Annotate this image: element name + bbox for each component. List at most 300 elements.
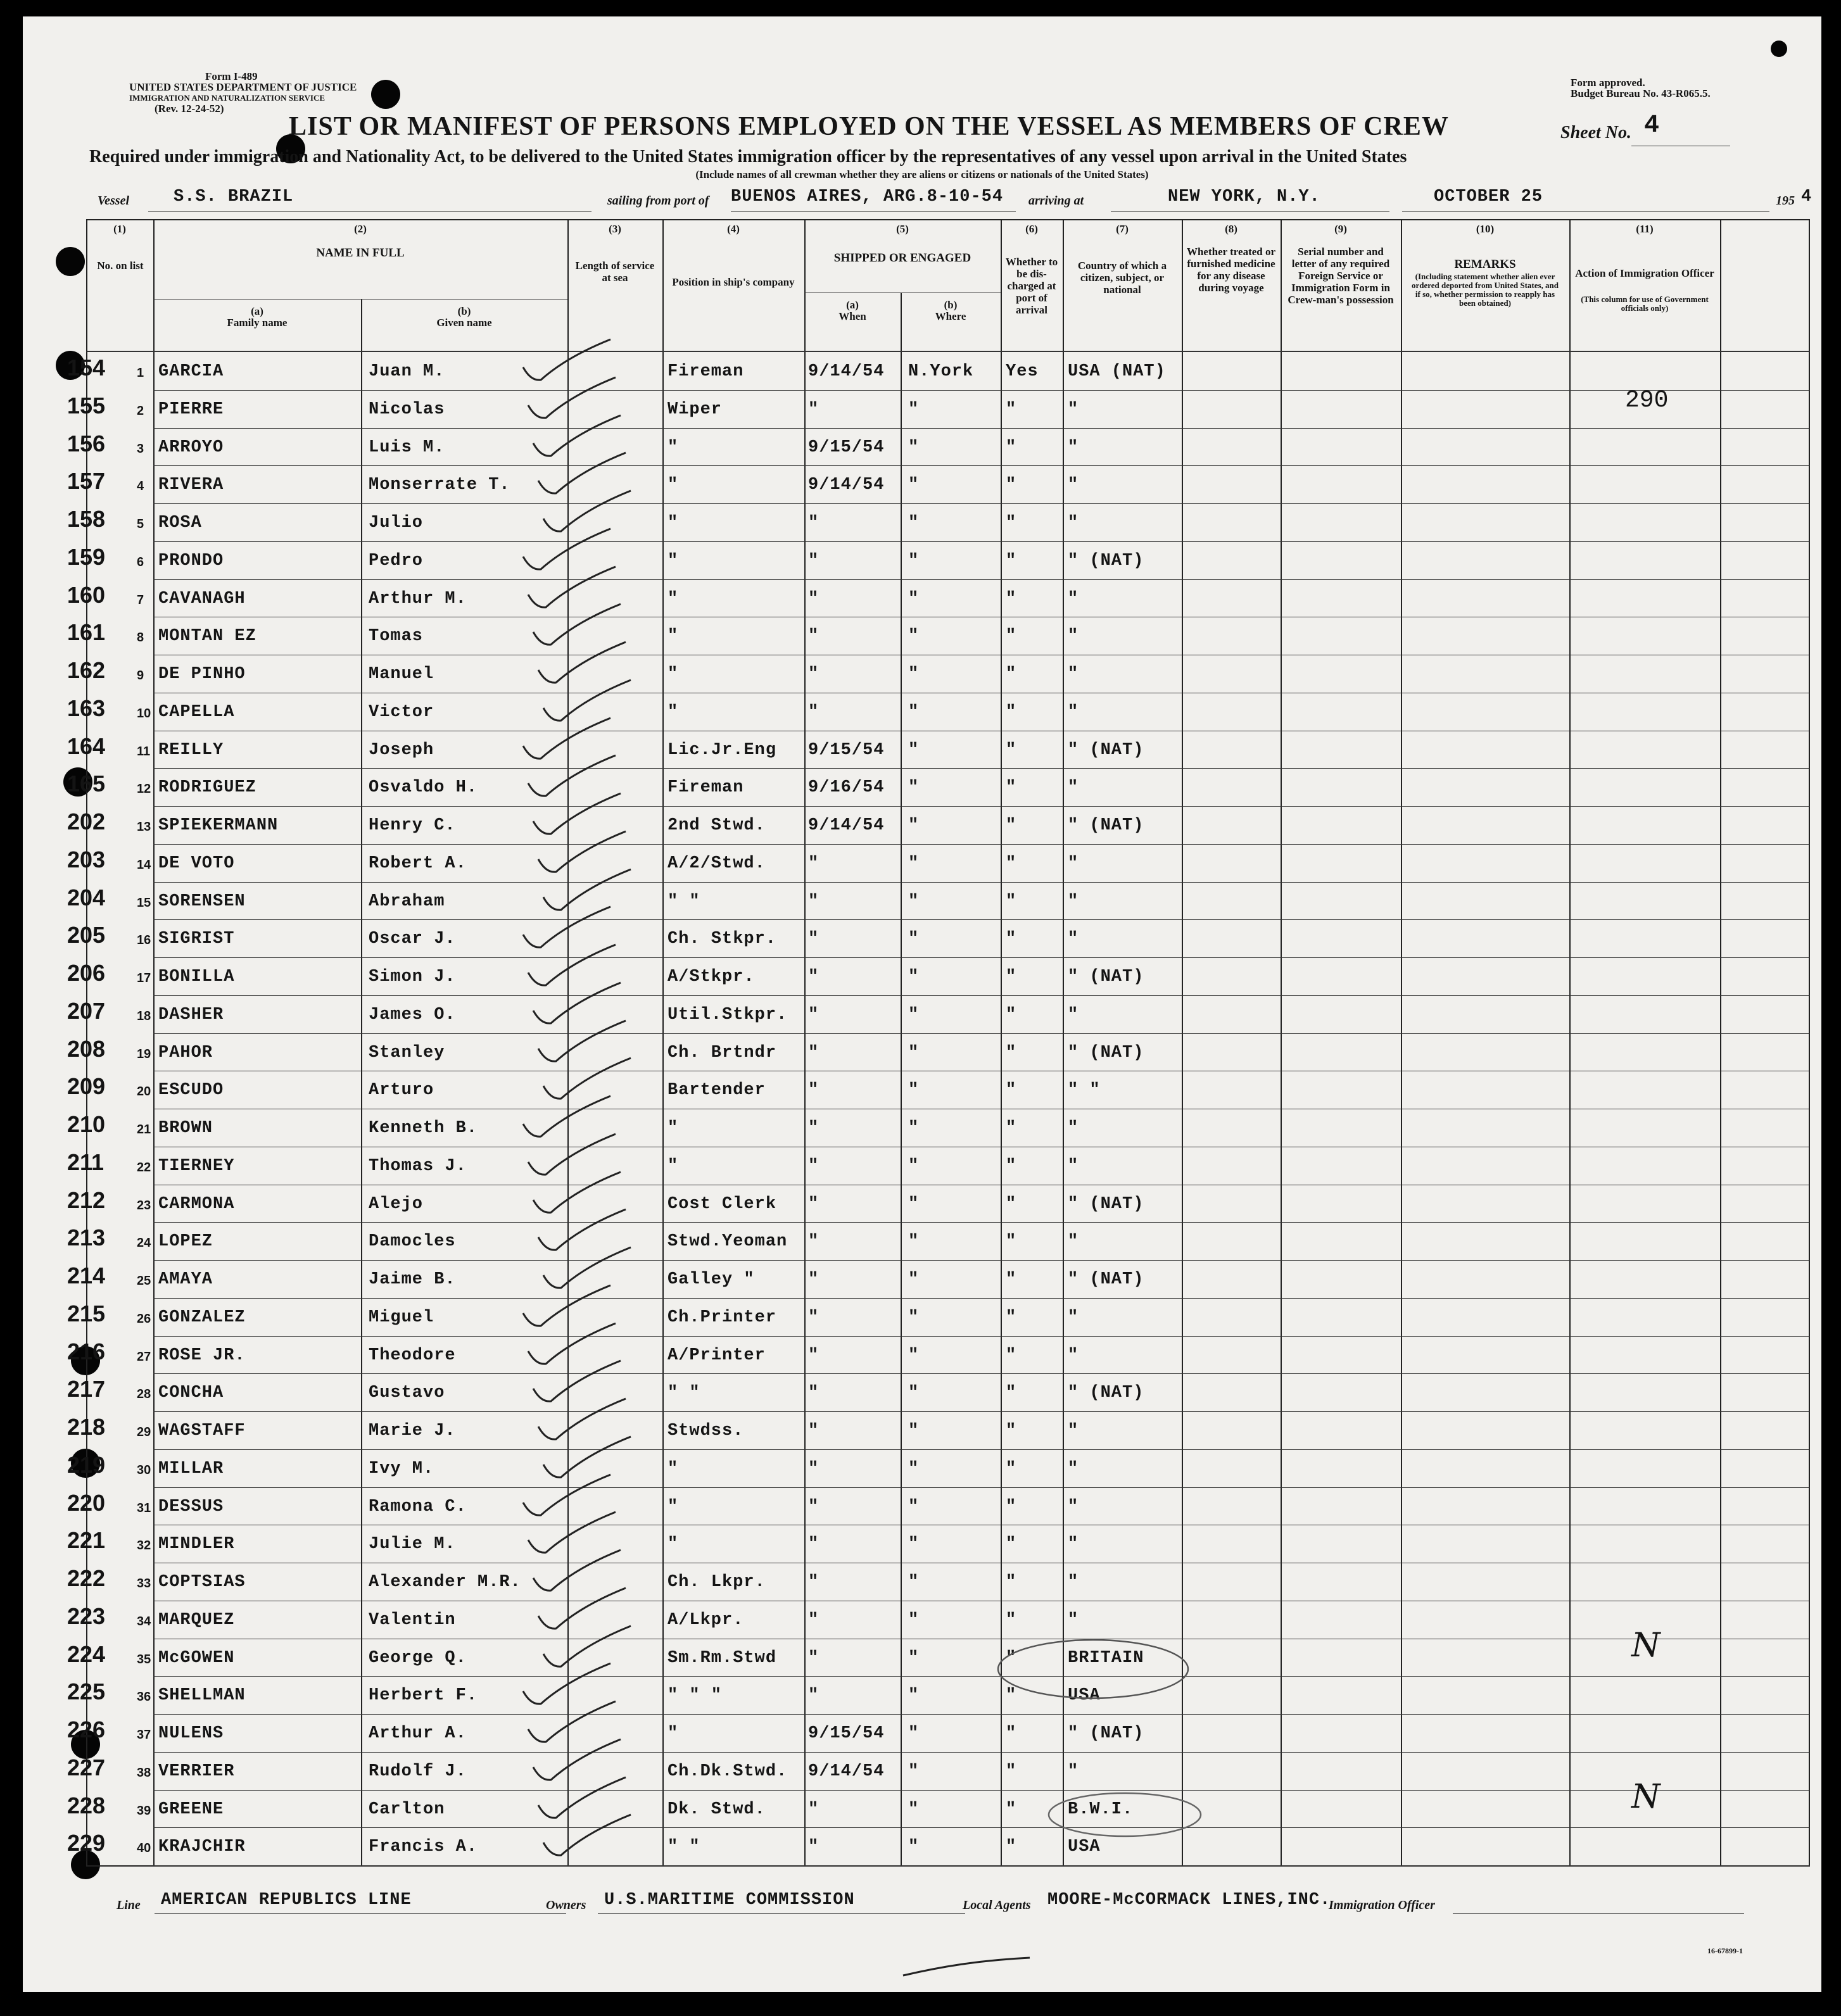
check-mark bbox=[528, 755, 616, 796]
check-mark bbox=[528, 1512, 616, 1553]
col5-header: SHIPPED OR ENGAGED bbox=[833, 251, 971, 265]
shipped-when-cell: " bbox=[808, 1157, 819, 1176]
given-name-cell: Arturo bbox=[369, 1081, 434, 1100]
stamped-number: 207 bbox=[67, 998, 106, 1024]
given-name-cell: Gustavo bbox=[369, 1383, 445, 1402]
check-mark bbox=[543, 680, 631, 721]
country-cell: " bbox=[1068, 703, 1079, 722]
country-cell: " bbox=[1068, 1346, 1079, 1365]
line-number: 17 bbox=[137, 971, 151, 985]
line-number: 27 bbox=[137, 1350, 151, 1364]
departure-port: BUENOS AIRES, ARG.8-10-54 bbox=[731, 187, 1004, 206]
shipped-when-cell: 9/14/54 bbox=[808, 476, 885, 495]
stamped-number: 165 bbox=[67, 771, 106, 797]
check-mark bbox=[533, 415, 621, 456]
shipped-where-cell: " bbox=[908, 1005, 920, 1024]
shipped-when-cell: " bbox=[808, 1005, 819, 1024]
position-cell: Util.Stkpr. bbox=[667, 1005, 788, 1024]
family-name-cell: RODRIGUEZ bbox=[158, 778, 256, 797]
check-mark bbox=[528, 377, 616, 418]
stamped-number: 211 bbox=[67, 1149, 104, 1175]
line-number: 4 bbox=[137, 479, 144, 493]
country-cell: " bbox=[1068, 1535, 1079, 1554]
check-mark bbox=[523, 907, 611, 947]
family-name-cell: NULENS bbox=[158, 1724, 224, 1743]
position-cell: " bbox=[667, 1119, 679, 1138]
country-cell: " bbox=[1068, 589, 1079, 608]
family-name-cell: VERRIER bbox=[158, 1762, 235, 1781]
check-mark bbox=[543, 1247, 631, 1288]
discharged-cell: " bbox=[1006, 967, 1017, 986]
stamped-number: 217 bbox=[67, 1376, 106, 1402]
discharged-cell: " bbox=[1006, 551, 1017, 570]
given-name-cell: Monserrate T. bbox=[369, 476, 510, 495]
sailing-label: sailing from port of bbox=[607, 194, 709, 208]
line-number: 21 bbox=[137, 1123, 151, 1137]
discharged-cell: Yes bbox=[1006, 362, 1039, 381]
shipped-where-cell: " bbox=[908, 1157, 920, 1176]
given-name-cell: Juan M. bbox=[369, 362, 445, 381]
col9-header: Serial number and letter of any required Foreign Service or Immigration Form in Crew-man's possession bbox=[1287, 246, 1394, 306]
shipped-where-cell: " bbox=[908, 741, 920, 760]
given-name-cell: Damocles bbox=[369, 1232, 456, 1251]
col2-number: (2) bbox=[354, 223, 367, 235]
col10-header: REMARKS bbox=[1454, 258, 1516, 271]
family-name-cell: SIGRIST bbox=[158, 929, 235, 948]
stamped-number: 158 bbox=[67, 506, 106, 532]
family-name-cell: MONTAN EZ bbox=[158, 627, 256, 646]
family-name-cell: LOPEZ bbox=[158, 1232, 213, 1251]
shipped-where-cell: " bbox=[908, 1308, 920, 1327]
family-name-cell: AMAYA bbox=[158, 1270, 213, 1289]
owners-value: U.S.MARITIME COMMISSION bbox=[604, 1891, 855, 1910]
family-name-cell: ROSA bbox=[158, 513, 202, 532]
check-mark bbox=[533, 604, 621, 645]
col2b-number: (b) bbox=[457, 305, 471, 317]
family-name-cell: GARCIA bbox=[158, 362, 224, 381]
stamped-number: 229 bbox=[67, 1830, 106, 1856]
check-mark bbox=[533, 1739, 621, 1780]
line-number: 34 bbox=[137, 1615, 151, 1629]
position-cell: Ch.Printer bbox=[667, 1308, 777, 1327]
shipped-where-cell: " bbox=[908, 1383, 920, 1402]
given-name-cell: Julie M. bbox=[369, 1535, 456, 1554]
col3-number: (3) bbox=[609, 223, 621, 235]
col8-number: (8) bbox=[1225, 223, 1237, 235]
discharged-cell: " bbox=[1006, 400, 1017, 419]
position-cell: Sm.Rm.Stwd bbox=[667, 1649, 777, 1668]
stamped-number: 215 bbox=[67, 1301, 106, 1326]
include-note: (Include names of all crewman whether they are aliens or citizens or nationals of the United States) bbox=[695, 168, 1149, 180]
shipped-where-cell: " bbox=[908, 1270, 920, 1289]
check-mark bbox=[538, 642, 626, 683]
check-mark bbox=[533, 793, 621, 834]
shipped-where-cell: " bbox=[908, 400, 920, 419]
country-cell: " (NAT) bbox=[1068, 1043, 1144, 1062]
discharged-cell: " bbox=[1006, 1686, 1017, 1705]
line-number: 39 bbox=[137, 1804, 151, 1818]
check-mark bbox=[523, 1285, 611, 1326]
shipped-when-cell: " bbox=[808, 513, 819, 532]
officer-action-cell: N bbox=[1631, 1778, 1661, 1816]
line-number: 36 bbox=[137, 1690, 151, 1704]
check-mark bbox=[523, 718, 611, 759]
shipped-where-cell: " bbox=[908, 1421, 920, 1440]
given-name-cell: Pedro bbox=[369, 551, 424, 570]
shipped-where-cell: " bbox=[908, 967, 920, 986]
check-mark bbox=[538, 1021, 626, 1061]
stamped-number: 156 bbox=[67, 431, 106, 457]
shipped-when-cell: " bbox=[808, 551, 819, 570]
check-mark bbox=[528, 1134, 616, 1175]
check-mark bbox=[543, 1058, 631, 1099]
position-cell: Fireman bbox=[667, 778, 744, 797]
discharged-cell: " bbox=[1006, 589, 1017, 608]
col6-number: (6) bbox=[1025, 223, 1038, 235]
country-cell: USA bbox=[1068, 1686, 1101, 1705]
col5b-header: Where bbox=[935, 310, 966, 322]
shipped-when-cell: 9/16/54 bbox=[808, 778, 885, 797]
country-cell: " bbox=[1068, 1421, 1079, 1440]
family-name-cell: CONCHA bbox=[158, 1383, 224, 1402]
discharged-cell: " bbox=[1006, 1497, 1017, 1516]
line-number: 12 bbox=[137, 782, 151, 796]
country-cell: " (NAT) bbox=[1068, 967, 1144, 986]
shipped-when-cell: " bbox=[808, 1346, 819, 1365]
check-mark bbox=[533, 1550, 621, 1591]
col10-number: (10) bbox=[1476, 223, 1495, 235]
country-cell: BRITAIN bbox=[1068, 1649, 1144, 1668]
stamped-number: 204 bbox=[67, 885, 106, 910]
col5b-number: (b) bbox=[944, 299, 958, 311]
given-name-cell: Joseph bbox=[369, 741, 434, 760]
stamped-number: 221 bbox=[67, 1527, 106, 1553]
shipped-when-cell: " bbox=[808, 1383, 819, 1402]
shipped-when-cell: " bbox=[808, 1119, 819, 1138]
shipped-when-cell: " bbox=[808, 400, 819, 419]
stamped-number: 155 bbox=[67, 393, 106, 419]
shipped-where-cell: " bbox=[908, 476, 920, 495]
shipped-when-cell: " bbox=[808, 703, 819, 722]
shipped-where-cell: " bbox=[908, 1762, 920, 1781]
shipped-when-cell: " bbox=[808, 627, 819, 646]
discharged-cell: " bbox=[1006, 1800, 1017, 1819]
arrival-port: NEW YORK, N.Y. bbox=[1168, 187, 1320, 206]
country-cell: " bbox=[1068, 400, 1079, 419]
family-name-cell: PAHOR bbox=[158, 1043, 213, 1062]
family-name-cell: McGOWEN bbox=[158, 1649, 235, 1668]
country-cell: " bbox=[1068, 1157, 1079, 1176]
shipped-where-cell: " bbox=[908, 816, 920, 835]
family-name-cell: MARQUEZ bbox=[158, 1611, 235, 1630]
position-cell: " " bbox=[667, 892, 700, 911]
required-statement: Required under immigration and Nationality Act, to be delivered to the United States immigration officer by the representatives of any vessel upon arrival in the United States bbox=[89, 147, 1407, 167]
stamped-number: 206 bbox=[67, 960, 106, 986]
col5a-header: When bbox=[838, 310, 866, 322]
discharged-cell: " bbox=[1006, 1270, 1017, 1289]
budget-bureau: Budget Bureau No. 43-R065.5. bbox=[1571, 87, 1711, 99]
discharged-cell: " bbox=[1006, 476, 1017, 495]
country-cell: " bbox=[1068, 513, 1079, 532]
check-mark bbox=[528, 567, 616, 607]
given-name-cell: Manuel bbox=[369, 665, 434, 684]
col11-number: (11) bbox=[1636, 223, 1654, 235]
position-cell: " bbox=[667, 703, 679, 722]
position-cell: " bbox=[667, 627, 679, 646]
officer-action-cell: 290 bbox=[1625, 387, 1669, 414]
line-number: 35 bbox=[137, 1653, 151, 1666]
shipped-where-cell: " bbox=[908, 627, 920, 646]
line-number: 11 bbox=[137, 745, 151, 759]
shipped-when-cell: 9/14/54 bbox=[808, 362, 885, 381]
discharged-cell: " bbox=[1006, 1232, 1017, 1251]
line-number: 22 bbox=[137, 1161, 151, 1175]
col7-header: Country of which a citizen, subject, or national bbox=[1077, 260, 1167, 296]
line-number: 14 bbox=[137, 858, 151, 872]
position-cell: " bbox=[667, 513, 679, 532]
shipped-when-cell: " bbox=[808, 1573, 819, 1592]
given-name-cell: Thomas J. bbox=[369, 1157, 467, 1176]
shipped-where-cell: " bbox=[908, 589, 920, 608]
family-name-cell: DE PINHO bbox=[158, 665, 246, 684]
discharged-cell: " bbox=[1006, 1837, 1017, 1856]
country-cell: " (NAT) bbox=[1068, 1195, 1144, 1214]
given-name-cell: Stanley bbox=[369, 1043, 445, 1062]
discharged-cell: " bbox=[1006, 1762, 1017, 1781]
country-cell: " bbox=[1068, 1232, 1079, 1251]
check-mark bbox=[533, 1361, 621, 1401]
department-line: UNITED STATES DEPARTMENT OF JUSTICE bbox=[129, 81, 357, 93]
stamped-number: 227 bbox=[67, 1755, 106, 1780]
stray-mark bbox=[897, 1954, 1036, 1979]
check-mark bbox=[523, 1096, 611, 1137]
col5-number: (5) bbox=[896, 223, 909, 235]
country-cell: " bbox=[1068, 854, 1079, 873]
col1-number: (1) bbox=[113, 223, 126, 235]
check-marks bbox=[23, 16, 1821, 1992]
given-name-cell: Carlton bbox=[369, 1800, 445, 1819]
check-mark bbox=[538, 453, 626, 493]
stamped-number: 202 bbox=[67, 809, 106, 835]
position-cell: " bbox=[667, 1459, 679, 1478]
country-cell: " (NAT) bbox=[1068, 1724, 1144, 1743]
line-number: 2 bbox=[137, 404, 144, 418]
given-name-cell: Ramona C. bbox=[369, 1497, 467, 1516]
stamped-number: 223 bbox=[67, 1603, 106, 1629]
check-mark bbox=[528, 1323, 616, 1364]
country-cell: " " bbox=[1068, 1081, 1101, 1100]
given-name-cell: Arthur A. bbox=[369, 1724, 467, 1743]
stamped-number: 224 bbox=[67, 1641, 106, 1667]
year-suffix: 4 bbox=[1801, 187, 1813, 206]
family-name-cell: ROSE JR. bbox=[158, 1346, 246, 1365]
shipped-where-cell: " bbox=[908, 892, 920, 911]
arriving-label: arriving at bbox=[1028, 194, 1084, 208]
position-cell: Ch. Brtndr bbox=[667, 1043, 777, 1062]
given-name-cell: Victor bbox=[369, 703, 434, 722]
shipped-when-cell: 9/15/54 bbox=[808, 1724, 885, 1743]
shipped-where-cell: " bbox=[908, 438, 920, 457]
line-number: 37 bbox=[137, 1728, 151, 1742]
country-cell: " bbox=[1068, 476, 1079, 495]
shipped-when-cell: " bbox=[808, 665, 819, 684]
given-name-cell: Valentin bbox=[369, 1611, 456, 1630]
check-mark bbox=[538, 1399, 626, 1439]
manifest-title: LIST OR MANIFEST OF PERSONS EMPLOYED ON THE VESSEL AS MEMBERS OF CREW bbox=[289, 112, 1449, 141]
family-name-cell: MINDLER bbox=[158, 1535, 235, 1554]
owners-label: Owners bbox=[546, 1898, 586, 1912]
shipped-when-cell: " bbox=[808, 1195, 819, 1214]
shipped-when-cell: " bbox=[808, 1459, 819, 1478]
stamped-number: 214 bbox=[67, 1263, 106, 1288]
position-cell: Dk. Stwd. bbox=[667, 1800, 766, 1819]
country-cell: " bbox=[1068, 1005, 1079, 1024]
line-number: 6 bbox=[137, 555, 144, 569]
stamped-number: 225 bbox=[67, 1679, 106, 1704]
manifest-sheet bbox=[23, 16, 1821, 1992]
line-number: 16 bbox=[137, 933, 151, 947]
shipped-when-cell: " bbox=[808, 1421, 819, 1440]
check-mark bbox=[523, 1663, 611, 1704]
line-number: 3 bbox=[137, 442, 144, 456]
family-name-cell: CAPELLA bbox=[158, 703, 235, 722]
check-mark bbox=[543, 491, 631, 531]
shipped-when-cell: " bbox=[808, 929, 819, 948]
position-cell: Ch. Stkpr. bbox=[667, 929, 777, 948]
check-mark bbox=[538, 831, 626, 872]
family-name-cell: KRAJCHIR bbox=[158, 1837, 246, 1856]
shipped-where-cell: " bbox=[908, 1649, 920, 1668]
shipped-when-cell: " bbox=[808, 1649, 819, 1668]
family-name-cell: CARMONA bbox=[158, 1195, 235, 1214]
line-number: 33 bbox=[137, 1577, 151, 1591]
country-cell: " (NAT) bbox=[1068, 816, 1144, 835]
stamped-number: 219 bbox=[67, 1452, 106, 1478]
check-mark bbox=[523, 1475, 611, 1515]
line-number: 19 bbox=[137, 1047, 151, 1061]
given-name-cell: Herbert F. bbox=[369, 1686, 478, 1705]
position-cell: Lic.Jr.Eng bbox=[667, 741, 777, 760]
form-approved: Form approved. bbox=[1571, 77, 1645, 89]
discharged-cell: " bbox=[1006, 854, 1017, 873]
check-mark bbox=[538, 1777, 626, 1818]
family-name-cell: RIVERA bbox=[158, 476, 224, 495]
position-cell: Ch.Dk.Stwd. bbox=[667, 1762, 788, 1781]
service-line: IMMIGRATION AND NATURALIZATION SERVICE bbox=[129, 93, 326, 103]
col8-header: Whether treated or furnished medicine for any disease during voyage bbox=[1186, 246, 1276, 294]
discharged-cell: " bbox=[1006, 438, 1017, 457]
line-number: 8 bbox=[137, 631, 144, 645]
shipped-when-cell: " bbox=[808, 854, 819, 873]
country-cell: " bbox=[1068, 1308, 1079, 1327]
officer-action-cell: N bbox=[1631, 1627, 1661, 1665]
footer-code: 16-67899-1 bbox=[1707, 1946, 1743, 1955]
check-mark bbox=[523, 339, 611, 380]
family-name-cell: WAGSTAFF bbox=[158, 1421, 246, 1440]
check-mark bbox=[543, 1815, 631, 1855]
given-name-cell: Jaime B. bbox=[369, 1270, 456, 1289]
shipped-where-cell: " bbox=[908, 1611, 920, 1630]
line-label: Line bbox=[117, 1898, 141, 1912]
position-cell: " " bbox=[667, 1837, 700, 1856]
position-cell: Fireman bbox=[667, 362, 744, 381]
stamped-number: 220 bbox=[67, 1490, 106, 1516]
shipped-when-cell: " bbox=[808, 1232, 819, 1251]
position-cell: Ch. Lkpr. bbox=[667, 1573, 766, 1592]
position-cell: Wiper bbox=[667, 400, 723, 419]
given-name-cell: Simon J. bbox=[369, 967, 456, 986]
position-cell: Galley " bbox=[667, 1270, 755, 1289]
line-number: 7 bbox=[137, 593, 144, 607]
shipped-when-cell: " bbox=[808, 1497, 819, 1516]
shipped-when-cell: " bbox=[808, 967, 819, 986]
discharged-cell: " bbox=[1006, 1535, 1017, 1554]
discharged-cell: " bbox=[1006, 1119, 1017, 1138]
family-name-cell: DASHER bbox=[158, 1005, 224, 1024]
line-number: 40 bbox=[137, 1841, 151, 1855]
check-mark bbox=[543, 869, 631, 910]
agents-label: Local Agents bbox=[963, 1898, 1031, 1912]
discharged-cell: " bbox=[1006, 892, 1017, 911]
line-number: 23 bbox=[137, 1199, 151, 1213]
agents-value: MOORE-McCORMACK LINES,INC. bbox=[1047, 1891, 1331, 1910]
family-name-cell: MILLAR bbox=[158, 1459, 224, 1478]
position-cell: " " bbox=[667, 1383, 700, 1402]
col11-note: (This column for use of Government officials only) bbox=[1581, 294, 1709, 313]
stamped-number: 159 bbox=[67, 544, 106, 570]
discharged-cell: " bbox=[1006, 1081, 1017, 1100]
check-mark bbox=[528, 1701, 616, 1742]
position-cell: 2nd Stwd. bbox=[667, 816, 766, 835]
position-cell: " bbox=[667, 551, 679, 570]
discharged-cell: " bbox=[1006, 1308, 1017, 1327]
position-cell: " bbox=[667, 476, 679, 495]
line-number: 30 bbox=[137, 1463, 151, 1477]
family-name-cell: TIERNEY bbox=[158, 1157, 235, 1176]
line-number: 1 bbox=[137, 366, 144, 380]
col5a-number: (a) bbox=[846, 299, 859, 311]
given-name-cell: Arthur M. bbox=[369, 589, 467, 608]
col2a-header: Family name bbox=[227, 317, 288, 329]
stamped-number: 163 bbox=[67, 695, 106, 721]
family-name-cell: GONZALEZ bbox=[158, 1308, 246, 1327]
stamped-number: 157 bbox=[67, 468, 106, 494]
position-cell: A/2/Stwd. bbox=[667, 854, 766, 873]
position-cell: " bbox=[667, 1535, 679, 1554]
country-cell: " bbox=[1068, 1497, 1079, 1516]
col6-header: Whether to be dis-charged at port of arrival bbox=[1005, 256, 1058, 316]
family-name-cell: DESSUS bbox=[158, 1497, 224, 1516]
col2b-header: Given name bbox=[436, 317, 492, 329]
col7-number: (7) bbox=[1116, 223, 1129, 235]
line-number: 13 bbox=[137, 820, 151, 834]
stamped-number: 216 bbox=[67, 1339, 106, 1364]
given-name-cell: Miguel bbox=[369, 1308, 434, 1327]
shipped-where-cell: N.York bbox=[908, 362, 974, 381]
position-cell: Cost Clerk bbox=[667, 1195, 777, 1214]
shipped-where-cell: " bbox=[908, 854, 920, 873]
discharged-cell: " bbox=[1006, 816, 1017, 835]
shipped-when-cell: " bbox=[808, 1611, 819, 1630]
line-number: 38 bbox=[137, 1766, 151, 1780]
given-name-cell: Oscar J. bbox=[369, 929, 456, 948]
shipped-when-cell: 9/14/54 bbox=[808, 816, 885, 835]
discharged-cell: " bbox=[1006, 1195, 1017, 1214]
family-name-cell: COPTSIAS bbox=[158, 1573, 246, 1592]
family-name-cell: PIERRE bbox=[158, 400, 224, 419]
col10-note: (Including statement whether alien ever ordered deported from United States, and if so, whether permission to reapply has been obtained) bbox=[1411, 272, 1559, 308]
given-name-cell: Marie J. bbox=[369, 1421, 456, 1440]
